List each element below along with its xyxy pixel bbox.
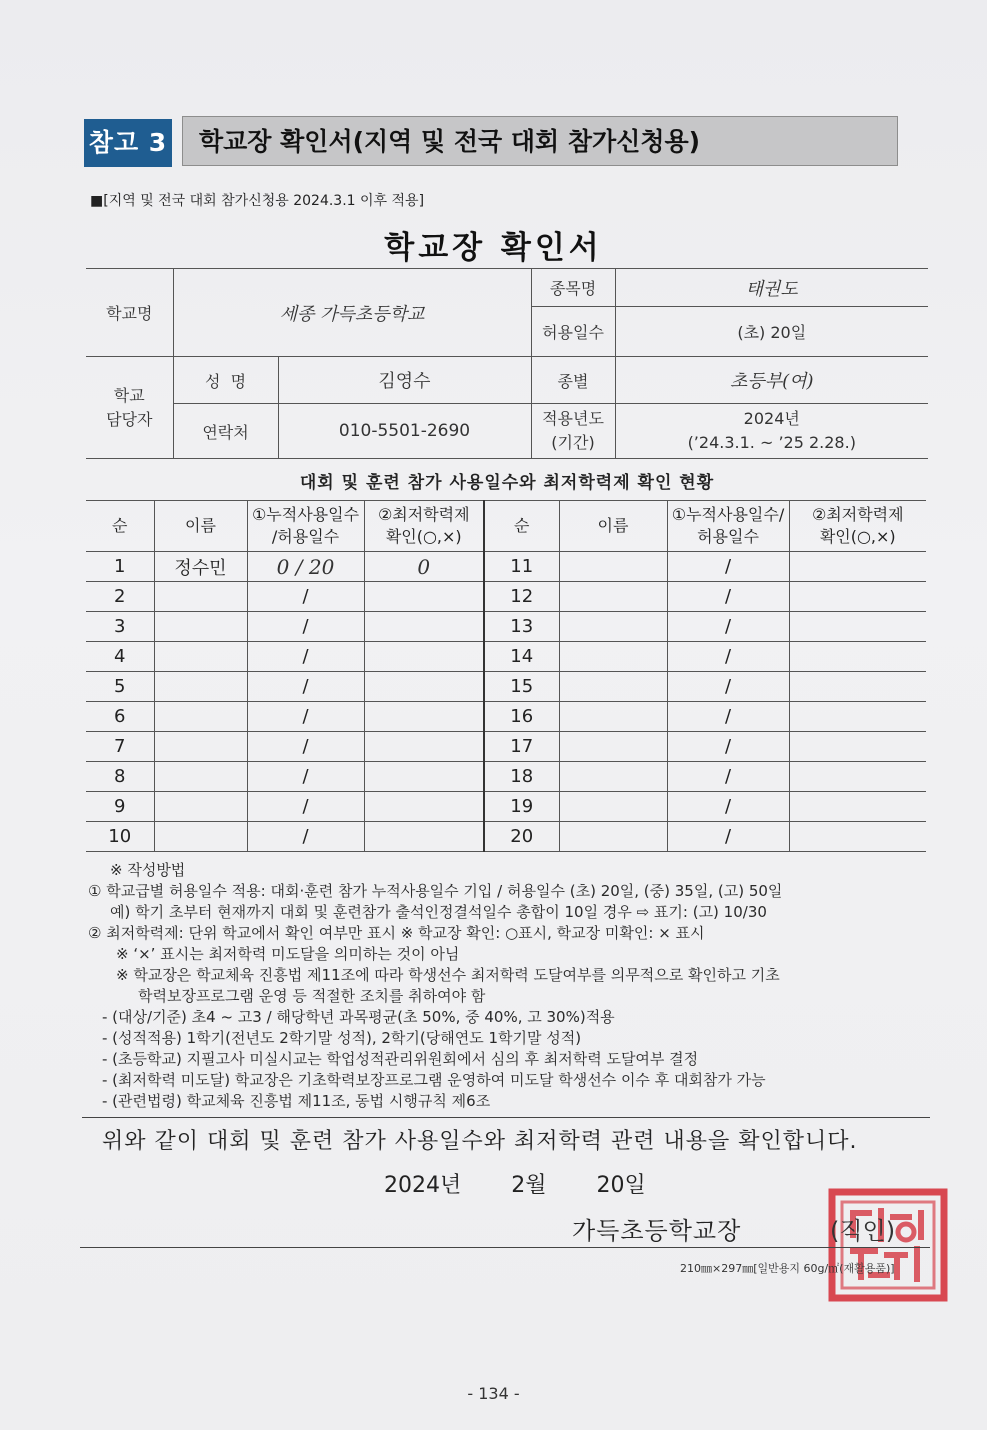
row-days-right: / [667, 552, 789, 582]
paper-size-note: 210㎜×297㎜[일반용지 60g/㎡(재활용품)] [680, 1262, 895, 1275]
divider [80, 1247, 930, 1248]
row-days-right: / [667, 792, 789, 822]
row-name-right [559, 762, 667, 792]
row-no-right: 11 [484, 552, 559, 582]
table-row [86, 792, 926, 822]
row-no-right: 20 [484, 822, 559, 852]
name-label: 성 명 [173, 357, 278, 404]
header-min-left-2: 확인(○,×) [385, 527, 462, 546]
staff-label [86, 357, 173, 459]
row-no: 1 [86, 552, 154, 582]
row-name [154, 822, 247, 852]
header-days-right [667, 501, 789, 552]
row-days: / [247, 732, 364, 762]
row-min-check [364, 822, 484, 852]
row-days: / [247, 672, 364, 702]
year-value-line-2: (’24.3.1. ~ ’25 2.28.) [687, 433, 856, 452]
row-min-check: 0 [364, 552, 484, 582]
sport-value: 태권도 [615, 269, 928, 307]
row-days: / [247, 762, 364, 792]
divider [82, 1117, 930, 1118]
date-day: 20일 [596, 1173, 646, 1198]
allowed-days-value: (초) 20일 [615, 307, 928, 357]
row-no-right: 14 [484, 642, 559, 672]
row-no-right: 18 [484, 762, 559, 792]
header-days-right-2: 허용일수 [697, 527, 759, 546]
row-days: / [247, 822, 364, 852]
table-row [86, 582, 926, 612]
header-name-right: 이름 [559, 501, 667, 552]
row-min-right [789, 702, 926, 732]
row-no: 3 [86, 612, 154, 642]
detail-4: - (최저학력 미도달) 학교장은 기초학력보장프로그램 운영하여 미도달 학생선수 이수 후 대회참가 가능 [102, 1071, 766, 1089]
banner-title: 학교장 확인서(지역 및 전국 대회 참가신청용) [182, 116, 898, 166]
row-days: 0 / 20 [247, 552, 364, 582]
header-no-right: 순 [484, 501, 559, 552]
notes-heading: ※ 작성방법 [110, 861, 186, 879]
row-name [154, 582, 247, 612]
row-days: / [247, 702, 364, 732]
row-name-right [559, 642, 667, 672]
detail-5: - (관련법령) 학교체육 진흥법 제11조, 동법 시행규칙 제6조 [102, 1092, 491, 1110]
row-name [154, 732, 247, 762]
header-min-left [364, 501, 484, 552]
date-month: 2월 [511, 1173, 547, 1198]
note-2-a: ※ ‘×’ 표시는 최저학력 미도달을 의미하는 것이 아님 [116, 945, 460, 963]
row-min-check [364, 762, 484, 792]
row-days: / [247, 612, 364, 642]
detail-3: - (초등학교) 지필고사 미실시교는 학업성적관리위원회에서 심의 후 최저학력 도달여부 결정 [102, 1050, 699, 1068]
header-days-left-2: /허용일수 [271, 527, 340, 546]
row-no-right: 12 [484, 582, 559, 612]
header-min-right-2: 확인(○,×) [819, 527, 896, 546]
table-row [86, 612, 926, 642]
row-no: 4 [86, 642, 154, 672]
allowed-days-label: 허용일수 [531, 307, 615, 357]
principal-name: 가득초등학교장 [572, 1217, 742, 1245]
row-min-right [789, 672, 926, 702]
table-row [86, 552, 926, 582]
category-value: 초등부(여) [615, 357, 928, 404]
header-days-left [247, 501, 364, 552]
row-min-check [364, 702, 484, 732]
note-2-b-continued: 학력보장프로그램 운영 등 적절한 조치를 취하여야 함 [138, 987, 486, 1005]
row-min-right [789, 612, 926, 642]
reference-label: 참고 3 [84, 119, 172, 167]
name-value: 김영수 [278, 357, 531, 404]
row-no-right: 16 [484, 702, 559, 732]
page-number: - 134 - [467, 1384, 520, 1403]
row-min-check [364, 582, 484, 612]
header-min-right [789, 501, 926, 552]
row-days: / [247, 642, 364, 672]
row-days: / [247, 792, 364, 822]
header-no-left: 순 [86, 501, 154, 552]
row-days: / [247, 582, 364, 612]
confirmation-date [384, 1168, 646, 1199]
header-min-left-1: ②최저학력제 [377, 505, 470, 524]
detail-2: - (성적적용) 1학기(전년도 2학기말 성적), 2학기(당해연도 1학기말 성적) [102, 1029, 582, 1047]
seal-mark-label: (직인) [830, 1217, 896, 1245]
row-no: 7 [86, 732, 154, 762]
row-no: 2 [86, 582, 154, 612]
row-name [154, 792, 247, 822]
table-row [86, 642, 926, 672]
row-name [154, 702, 247, 732]
row-no-right: 13 [484, 612, 559, 642]
roster-table [86, 500, 926, 852]
row-no: 10 [86, 822, 154, 852]
school-label: 학교명 [86, 269, 173, 357]
row-min-right [789, 552, 926, 582]
row-name-right [559, 732, 667, 762]
sport-label: 종목명 [531, 269, 615, 307]
row-name-right [559, 672, 667, 702]
row-no-right: 19 [484, 792, 559, 822]
note-2: ② 최저학력제: 단위 학교에서 확인 여부만 표시 ※ 학교장 확인: ○표시, 학교장 미확인: × 표시 [88, 924, 705, 942]
row-no: 6 [86, 702, 154, 732]
row-name-right [559, 702, 667, 732]
row-min-right [789, 762, 926, 792]
row-name [154, 672, 247, 702]
row-name: 정수민 [154, 552, 247, 582]
row-no: 9 [86, 792, 154, 822]
year-value [615, 404, 928, 459]
contact-value: 010-5501-2690 [278, 404, 531, 459]
table-row [86, 822, 926, 852]
contact-label: 연락처 [173, 404, 278, 459]
row-name [154, 612, 247, 642]
table-row [86, 732, 926, 762]
staff-label-line-1: 학교 [113, 385, 145, 405]
row-days-right: / [667, 822, 789, 852]
row-days-right: / [667, 762, 789, 792]
document-title: 학교장 확인서 [384, 230, 603, 266]
table-row [86, 762, 926, 792]
row-min-right [789, 582, 926, 612]
header-name-left: 이름 [154, 501, 247, 552]
row-min-check [364, 672, 484, 702]
table-row [86, 702, 926, 732]
row-no: 8 [86, 762, 154, 792]
row-days-right: / [667, 702, 789, 732]
school-value: 세종 가득초등학교 [173, 269, 531, 357]
row-days-right: / [667, 642, 789, 672]
header-days-left-1: ①누적사용일수 [251, 505, 360, 524]
header-days-right-1: ①누적사용일수/ [671, 505, 785, 524]
row-name-right [559, 582, 667, 612]
row-name [154, 642, 247, 672]
section-title: 대회 및 훈련 참가 사용일수와 최저학력제 확인 현황 [299, 473, 715, 493]
apply-note: ■[지역 및 전국 대회 참가신청용 2024.3.1 이후 적용] [90, 193, 425, 209]
row-name-right [559, 552, 667, 582]
row-no-right: 15 [484, 672, 559, 702]
table-row [86, 672, 926, 702]
detail-1: - (대상/기준) 초4 ~ 고3 / 해당학년 과목평균(초 50%, 중 40%, 고 30%)적용 [102, 1008, 615, 1026]
row-no-right: 17 [484, 732, 559, 762]
row-name-right [559, 612, 667, 642]
row-min-right [789, 642, 926, 672]
year-value-line-1: 2024년 [743, 409, 800, 428]
row-days-right: / [667, 732, 789, 762]
row-min-right [789, 822, 926, 852]
year-label-line-1: 적용년도 [542, 409, 604, 428]
row-min-right [789, 792, 926, 822]
category-label: 종별 [531, 357, 615, 404]
row-name-right [559, 822, 667, 852]
staff-label-line-2: 담당자 [106, 409, 153, 429]
writing-instructions [88, 860, 928, 1112]
row-days-right: / [667, 612, 789, 642]
year-label-line-2: (기간) [551, 433, 595, 452]
info-table [86, 268, 928, 459]
row-min-check [364, 612, 484, 642]
date-year: 2024년 [384, 1173, 462, 1198]
row-min-check [364, 642, 484, 672]
row-days-right: / [667, 672, 789, 702]
note-1-example: 예) 학기 초부터 현재까지 대회 및 훈련참가 출석인정결석일수 총합이 10일 경우 ⇨ 표기: (고) 10/30 [110, 903, 767, 921]
row-no: 5 [86, 672, 154, 702]
row-min-right [789, 732, 926, 762]
note-2-b: ※ 학교장은 학교체육 진흥법 제11조에 따라 학생선수 최저학력 도달여부를 의무적으로 확인하고 기초 [116, 966, 780, 984]
row-days-right: / [667, 582, 789, 612]
row-name [154, 762, 247, 792]
header-min-right-1: ②최저학력제 [811, 505, 904, 524]
note-1: ① 학교급별 허용일수 적용: 대회·훈련 참가 누적사용일수 기입 / 허용일수 (초) 20일, (중) 35일, (고) 50일 [88, 882, 783, 900]
row-min-check [364, 732, 484, 762]
row-min-check [364, 792, 484, 822]
year-label [531, 404, 615, 459]
row-name-right [559, 792, 667, 822]
confirmation-statement: 위와 같이 대회 및 훈련 참가 사용일수와 최저학력 관련 내용을 확인합니다. [102, 1129, 858, 1154]
